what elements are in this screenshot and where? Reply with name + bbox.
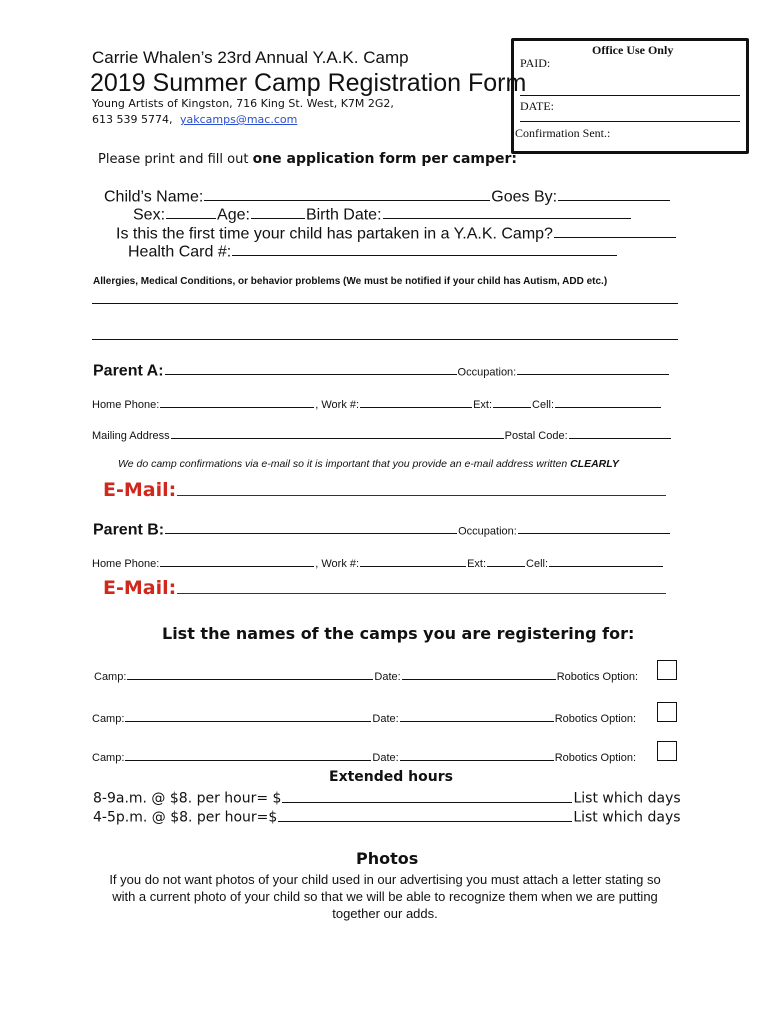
extended-evening-row [93, 808, 681, 826]
sex-label: Sex: [133, 206, 166, 224]
parent-b-phone-row [92, 556, 664, 570]
first-time-label: Is this the first time your child has partaken in a Y.A.K. Camp? [116, 225, 553, 243]
intro-prefix: Please print and fill out [98, 152, 249, 167]
camp-name-field[interactable] [127, 669, 373, 680]
camp-date-field[interactable] [400, 750, 554, 761]
parent-b-ext-field[interactable] [487, 556, 525, 567]
extended-morning-days: List which days [573, 790, 681, 807]
office-date-line[interactable] [520, 121, 740, 122]
parent-b-work-field[interactable] [360, 556, 466, 567]
goes-by-field[interactable] [558, 186, 670, 201]
age-field[interactable] [251, 204, 305, 219]
email-a-row [103, 478, 667, 501]
allergies-line-2[interactable] [92, 339, 678, 340]
photos-heading: Photos [356, 849, 419, 868]
photos-line-2: with a current photo of your child so that we will be able to recognize them when we are putting [112, 889, 658, 904]
office-paid-line[interactable] [520, 95, 740, 96]
email-link[interactable]: yakcamps@mac.com [179, 113, 298, 126]
form-title: 2019 Summer Camp Registration Form [90, 69, 527, 97]
email-note [118, 458, 619, 470]
parent-a-cell-field[interactable] [555, 397, 661, 408]
camp-subtitle: Carrie Whalen’s 23rd Annual Y.A.K. Camp [92, 48, 409, 67]
allergies-label: Allergies, Medical Conditions, or behavior problems (We must be notified if your child has Autism, ADD etc.) [93, 276, 608, 287]
camp-name-field[interactable] [125, 750, 371, 761]
parent-a-home-phone-field[interactable] [160, 397, 314, 408]
parent-a-label: Parent A: [93, 362, 164, 380]
parent-b-home-phone-label: Home Phone: [92, 557, 160, 570]
camp-label: Camp: [92, 712, 125, 725]
mailing-address-label: Mailing Address [92, 429, 170, 442]
parent-b-occupation-field[interactable] [518, 519, 670, 534]
first-time-field[interactable] [554, 223, 676, 238]
camp-date-field[interactable] [400, 711, 554, 722]
photos-text [0, 871, 770, 922]
child-name-label: Child’s Name: [104, 188, 204, 206]
parent-a-name-field[interactable] [165, 360, 457, 375]
parent-a-home-phone-label: Home Phone: [92, 398, 160, 411]
extended-evening-field[interactable] [278, 808, 572, 822]
photos-line-3: together our adds. [332, 906, 438, 921]
org-contact [92, 113, 297, 126]
camp-row [92, 750, 636, 764]
parent-a-occupation-label: Occupation: [457, 366, 517, 379]
child-name-field[interactable] [204, 186, 490, 201]
robotics-option-label: Robotics Option: [556, 670, 639, 683]
goes-by-label: Goes By: [491, 188, 558, 206]
extended-morning-row [93, 789, 681, 807]
postal-code-field[interactable] [569, 428, 671, 439]
camp-label: Camp: [94, 670, 127, 683]
extended-evening-days: List which days [573, 809, 681, 826]
robotics-checkbox[interactable] [657, 741, 677, 761]
camp-date-label: Date: [374, 670, 401, 683]
intro-text [98, 151, 517, 167]
email-note-text: We do camp confirmations via e-mail so it is important that you provide an e-mail address written [118, 458, 568, 470]
parent-a-work-field[interactable] [360, 397, 472, 408]
parent-b-occupation-label: Occupation: [458, 525, 517, 538]
parent-a-work-label: , Work #: [315, 398, 360, 411]
parent-a-mailing-row [92, 428, 672, 442]
parent-b-ext-label: Ext: [467, 557, 487, 570]
org-phone: 613 539 5774, [92, 113, 173, 126]
robotics-checkbox[interactable] [657, 702, 677, 722]
camp-date-field[interactable] [402, 669, 556, 680]
office-use-box [511, 38, 749, 154]
allergies-line-1[interactable] [92, 303, 678, 304]
parent-a-row [93, 360, 670, 380]
intro-emphasis: one application form per camper: [252, 151, 518, 167]
robotics-checkbox[interactable] [657, 660, 677, 680]
email-note-emphasis: CLEARLY [570, 458, 619, 470]
extended-morning-field[interactable] [282, 789, 572, 803]
extended-evening-label: 4-5p.m. @ $8. per hour=$ [93, 809, 278, 826]
parent-a-phone-row [92, 397, 662, 411]
camp-name-field[interactable] [125, 711, 371, 722]
parent-a-cell-label: Cell: [532, 398, 555, 411]
health-card-row [128, 241, 618, 261]
birth-date-label: Birth Date: [305, 206, 382, 224]
age-label: Age: [217, 206, 250, 224]
camp-date-label: Date: [372, 751, 399, 764]
office-title: Office Use Only [592, 43, 674, 57]
birth-date-field[interactable] [383, 204, 631, 219]
sex-field[interactable] [166, 204, 216, 219]
camp-row [92, 711, 636, 725]
health-card-label: Health Card #: [128, 243, 232, 261]
health-card-field[interactable] [232, 241, 617, 256]
office-date-label: DATE: [520, 99, 554, 113]
parent-a-occupation-field[interactable] [517, 360, 669, 375]
parent-b-row [93, 519, 671, 539]
camp-date-label: Date: [372, 712, 399, 725]
parent-b-cell-label: Cell: [526, 557, 549, 570]
parent-b-work-label: , Work #: [315, 557, 360, 570]
email-b-row [103, 576, 667, 599]
parent-b-home-phone-field[interactable] [160, 556, 314, 567]
parent-a-ext-label: Ext: [473, 398, 493, 411]
postal-code-label: Postal Code: [504, 429, 568, 442]
email-a-field[interactable] [177, 478, 666, 496]
extended-hours-heading: Extended hours [329, 769, 453, 785]
parent-b-cell-field[interactable] [549, 556, 663, 567]
camp-label: Camp: [92, 751, 125, 764]
extended-morning-label: 8-9a.m. @ $8. per hour= $ [93, 790, 282, 807]
mailing-address-field[interactable] [171, 428, 504, 439]
parent-b-name-field[interactable] [165, 519, 457, 534]
camp-row [94, 669, 638, 683]
office-paid-label: PAID: [520, 56, 551, 70]
child-details-row [133, 204, 632, 224]
email-a-label: E-Mail: [103, 479, 177, 502]
parent-a-ext-field[interactable] [493, 397, 531, 408]
photos-line-1: If you do not want photos of your child used in our advertising you must attach a letter stating so [109, 872, 661, 887]
camps-heading: List the names of the camps you are registering for: [162, 624, 635, 643]
parent-b-label: Parent B: [93, 521, 165, 539]
robotics-option-label: Robotics Option: [554, 751, 637, 764]
org-address: Young Artists of Kingston, 716 King St. West, K7M 2G2, [92, 97, 394, 110]
email-b-label: E-Mail: [103, 577, 177, 600]
office-confirmation-label: Confirmation Sent.: [515, 126, 611, 140]
robotics-option-label: Robotics Option: [554, 712, 637, 725]
email-b-field[interactable] [177, 576, 666, 594]
